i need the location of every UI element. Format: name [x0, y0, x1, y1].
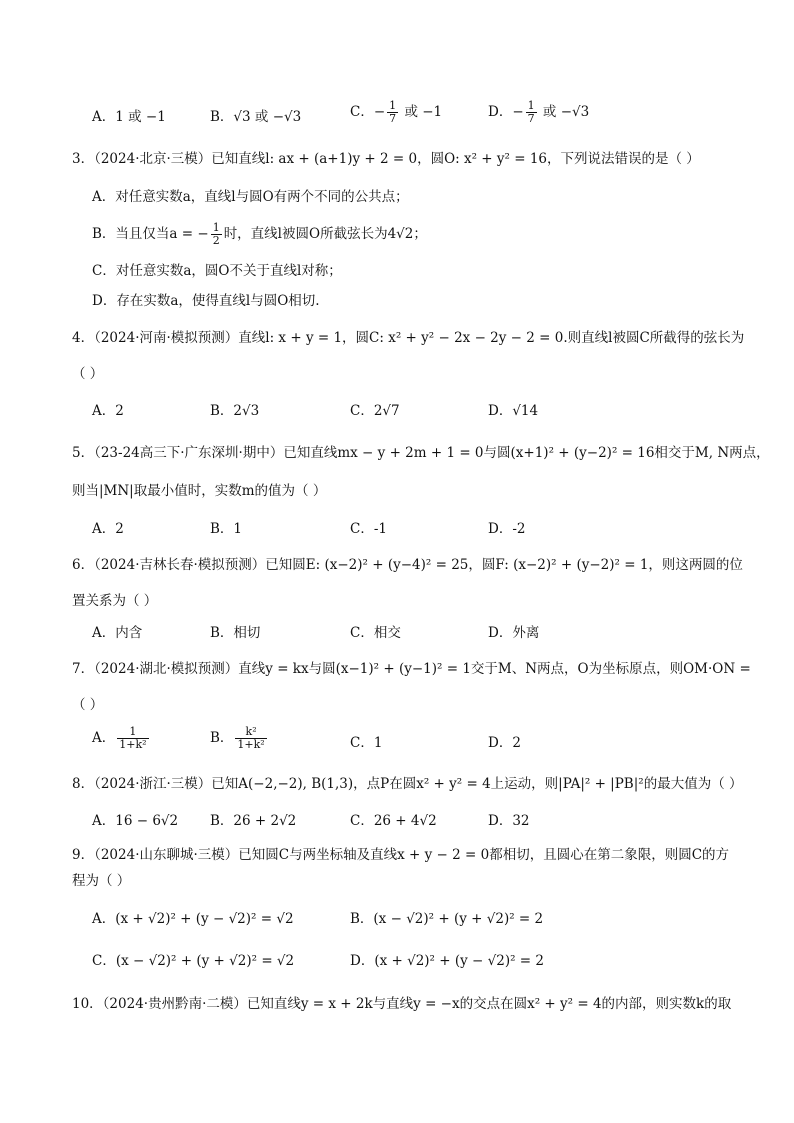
q9-option-c[interactable]: C．(x − √2)² + (y + √2)² = √2 — [92, 953, 295, 969]
q2-option-c-den: 7 — [389, 112, 397, 125]
q9-stem: 9．（2024·山东聊城·三模）已知圆C与两坐标轴及直线x + y − 2 = 0都相切，且圆心在第二象限，则圆C的方 — [72, 847, 730, 863]
q5-option-d[interactable]: D．-2 — [488, 521, 526, 537]
q2-option-a[interactable]: A．1 或 −1 — [92, 109, 166, 125]
q5-stem-2: 则当|MN|取最小值时，实数m的值为（ ） — [72, 483, 327, 499]
q3-option-b[interactable] — [92, 222, 427, 247]
q2-option-c-num: 1 — [389, 99, 397, 112]
q6-stem: 6．（2024·吉林长春·模拟预测）已知圆E: (x−2)² + (y−4)² = 25，圆F: (x−2)² + (y−2)² = 1，则这两圆的位 — [72, 557, 743, 573]
q4-option-d[interactable]: D．√14 — [488, 403, 539, 419]
q7-option-a-den: 1+k² — [119, 738, 147, 751]
q2-option-d-den: 7 — [527, 112, 535, 125]
q2-option-c-tail: 或 −1 — [400, 104, 443, 120]
q3-option-c[interactable]: C．对任意实数a，圆O不关于直线l对称； — [92, 263, 342, 279]
q4-option-b[interactable]: B．2√3 — [210, 403, 260, 419]
q7-option-b[interactable] — [210, 726, 269, 751]
q8-stem: 8．（2024·浙江·三模）已知A(−2,−2), B(1,3)，点P在圆x² + y² = 4上运动，则|PA|² + |PB|²的最大值为（ ） — [72, 776, 743, 792]
q3-option-b-den: 2 — [212, 234, 220, 247]
q10-stem: 10．（2024·贵州黔南·二模）已知直线y = x + 2k与直线y = −x的交点在圆x² + y² = 4的内部，则实数k的取 — [72, 996, 732, 1012]
q7-stem: 7．（2024·湖北·模拟预测）直线y = kx与圆(x−1)² + (y−1)² = 1交于M、N两点，O为坐标原点，则OM·ON = — [72, 661, 751, 677]
q8-option-d[interactable]: D．32 — [488, 813, 530, 829]
q7-option-b-den: 1+k² — [237, 738, 265, 751]
q8-option-c[interactable]: C．26 + 4√2 — [350, 813, 437, 829]
q4-stem: 4．（2024·河南·模拟预测）直线l: x + y = 1，圆C: x² + y² − 2x − 2y − 2 = 0.则直线l被圆C所截得的弦长为 — [72, 330, 745, 346]
q3-option-b-post: 时，直线l被圆O所截弦长为4√2； — [223, 226, 427, 242]
q4-option-a[interactable]: A．2 — [92, 403, 124, 419]
q3-stem: 3．（2024·北京·三模）已知直线l: ax + (a+1)y + 2 = 0，圆O: x² + y² = 16，下列说法错误的是（ ） — [72, 151, 700, 167]
q4-option-c[interactable]: C．2√7 — [350, 403, 400, 419]
q7-option-a-label: A． — [92, 730, 116, 746]
q9-option-b[interactable]: B．(x − √2)² + (y + √2)² = 2 — [350, 911, 544, 927]
q2-option-d-num: 1 — [527, 99, 535, 112]
q2-option-d-fraction — [526, 100, 537, 125]
q3-option-a[interactable]: A．对任意实数a，直线l与圆O有两个不同的公共点； — [92, 189, 409, 205]
q2-option-b[interactable]: B．√3 或 −√3 — [210, 109, 302, 125]
q8-option-a[interactable]: A．16 − 6√2 — [92, 813, 179, 829]
q7-option-a-num: 1 — [117, 726, 148, 739]
q5-option-c[interactable]: C．-1 — [350, 521, 387, 537]
q3-option-b-fraction — [211, 222, 222, 247]
q5-stem: 5．（23-24高三下·广东深圳·期中）已知直线mx − y + 2m + 1 = 0与圆(x+1)² + (y−2)² = 16相交于M, N两点， — [72, 445, 770, 461]
q9-stem-2: 程为（ ） — [72, 873, 131, 889]
q9-option-d[interactable]: D．(x + √2)² + (y − √2)² = 2 — [350, 953, 545, 969]
q6-option-d[interactable]: D．外离 — [488, 625, 540, 641]
q8-option-b[interactable]: B．26 + 2√2 — [210, 813, 297, 829]
q5-option-b[interactable]: B．1 — [210, 521, 243, 537]
q7-option-b-fraction — [235, 726, 266, 751]
q2-option-d-label: D．− — [488, 104, 524, 120]
q3-option-d[interactable]: D．存在实数a，使得直线l与圆O相切. — [92, 293, 320, 309]
q7-paren: （ ） — [72, 697, 104, 713]
q7-option-b-num: k² — [235, 726, 266, 739]
q2-option-d-tail: 或 −√3 — [538, 104, 590, 120]
q6-option-b[interactable]: B．相切 — [210, 625, 261, 641]
q9-option-a[interactable]: A．(x + √2)² + (y − √2)² = √2 — [92, 911, 294, 927]
q2-option-c[interactable] — [350, 100, 442, 125]
q2-option-c-fraction — [387, 100, 398, 125]
q7-option-a[interactable] — [92, 726, 151, 751]
q7-option-b-label: B． — [210, 730, 234, 746]
q4-paren: （ ） — [72, 366, 104, 382]
q6-option-a[interactable]: A．内含 — [92, 625, 143, 641]
q2-option-c-label: C．− — [350, 104, 386, 120]
q5-option-a[interactable]: A．2 — [92, 521, 124, 537]
q2-option-d[interactable] — [488, 100, 589, 125]
q7-option-c[interactable]: C．1 — [350, 735, 383, 751]
q7-option-d[interactable]: D．2 — [488, 735, 521, 751]
q6-stem-2: 置关系为（ ） — [72, 593, 158, 609]
q3-option-b-num: 1 — [212, 221, 220, 234]
q3-option-b-pre: B．当且仅当a = − — [92, 226, 209, 242]
q7-option-a-fraction — [117, 726, 148, 751]
q6-option-c[interactable]: C．相交 — [350, 625, 401, 641]
